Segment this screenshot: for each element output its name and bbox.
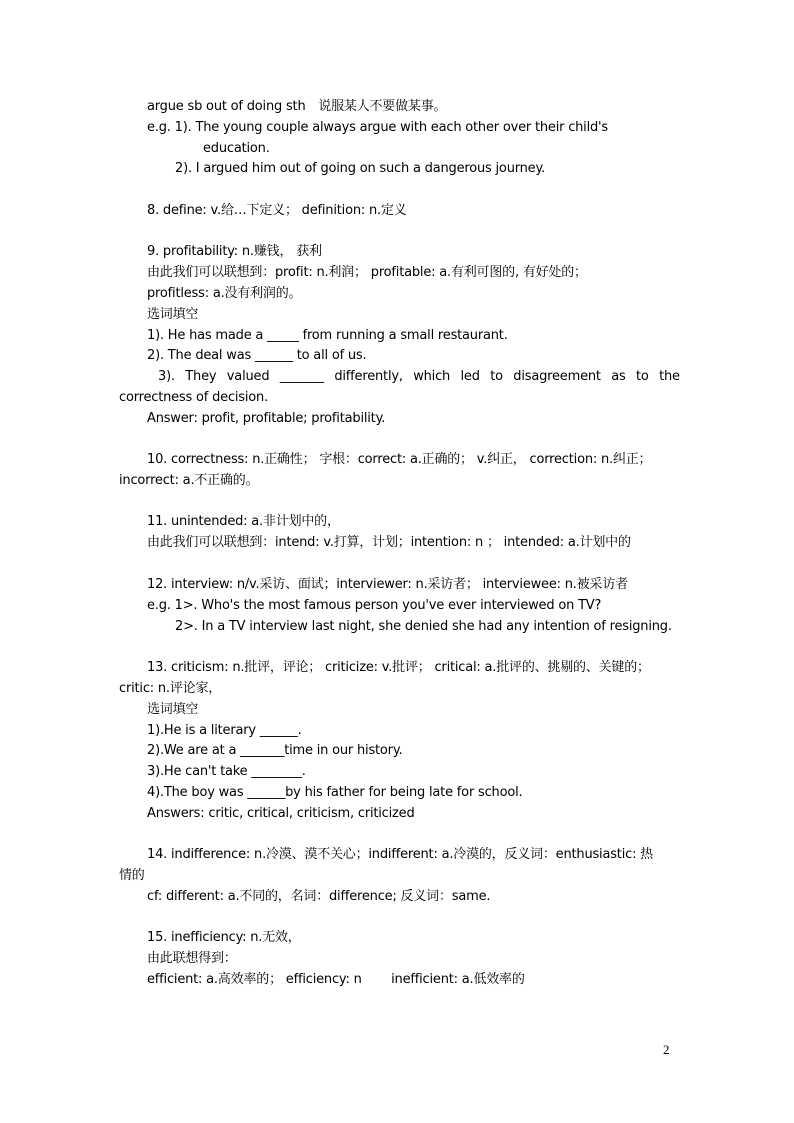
- text-line: cf: different: a.不同的，名词：difference; 反义词：same.: [147, 889, 491, 904]
- text-line: 3). They valued _______ differently, which led to disagreement as to the: [158, 369, 680, 384]
- text-line: 选词填空: [147, 702, 199, 717]
- page-number: 2: [663, 1042, 670, 1057]
- text-line: e.g. 1). The young couple always argue with each other over their child's: [147, 120, 609, 135]
- text-line: incorrect: a.不正确的。: [119, 473, 259, 488]
- text-line: education.: [203, 141, 270, 156]
- text-line: e.g. 1>. Who's the most famous person you've ever interviewed on TV?: [147, 598, 602, 613]
- text-line: 8. define: v.给…下定义； definition: n.定义: [147, 203, 407, 218]
- text-line: 2>. In a TV interview last night, she denied she had any intention of resigning.: [175, 619, 672, 634]
- text-line: critic: n.评论家，: [119, 681, 222, 696]
- text-line: argue sb out of doing sth 说服某人不要做某事。: [147, 99, 447, 114]
- text-line: Answers: critic, critical, criticism, criticized: [147, 806, 415, 821]
- text-line: correctness of decision.: [119, 390, 269, 405]
- text-line: 2). I argued him out of going on such a dangerous journey.: [175, 161, 546, 176]
- text-line: 2).We are at a _______time in our history.: [147, 743, 403, 758]
- text-line: efficient: a.高效率的； efficiency: n inefficient: a.低效率的: [147, 972, 525, 987]
- text-line: 选词填空: [147, 307, 199, 322]
- text-line: 由此我们可以联想到：profit: n.利润； profitable: a.有利可图的, 有好处的；: [147, 265, 587, 280]
- text-line: 4).The boy was ______by his father for being late for school.: [147, 785, 523, 800]
- text-line: 情的: [119, 868, 145, 883]
- text-line: Answer: profit, profitable; profitability.: [147, 411, 386, 426]
- text-line: 1). He has made a _____ from running a small restaurant.: [147, 328, 508, 343]
- text-line: 1).He is a literary ______.: [147, 723, 302, 738]
- text-line: 10. correctness: n.正确性； 字根：correct: a.正确的； v.纠正， correction: n.纠正；: [147, 452, 652, 467]
- text-line: 由此我们可以联想到：intend: v.打算，计划；intention: n ； intended: a.计划中的: [147, 535, 631, 550]
- text-line: 由此联想得到：: [147, 951, 237, 966]
- text-line: 12. interview: n/v.采访、面试；interviewer: n.采访者； interviewee: n.被采访者: [147, 577, 628, 592]
- text-line: 2). The deal was ______ to all of us.: [147, 348, 367, 363]
- text-line: 3).He can't take ________.: [147, 764, 306, 779]
- text-line: 9. profitability: n.赚钱， 获利: [147, 244, 322, 259]
- text-line: 11. unintended: a.非计划中的，: [147, 514, 340, 529]
- text-line: profitless: a.没有利润的。: [147, 286, 302, 301]
- text-line: 13. criticism: n.批评，评论； criticize: v.批评； critical: a.批评的、挑剔的、关键的；: [147, 660, 650, 675]
- text-line: 14. indifference: n.冷漠、漠不关心；indifferent: a.冷漠的，反义词：enthusiastic: 热: [147, 847, 653, 862]
- text-line: 15. inefficiency: n.无效，: [147, 930, 301, 945]
